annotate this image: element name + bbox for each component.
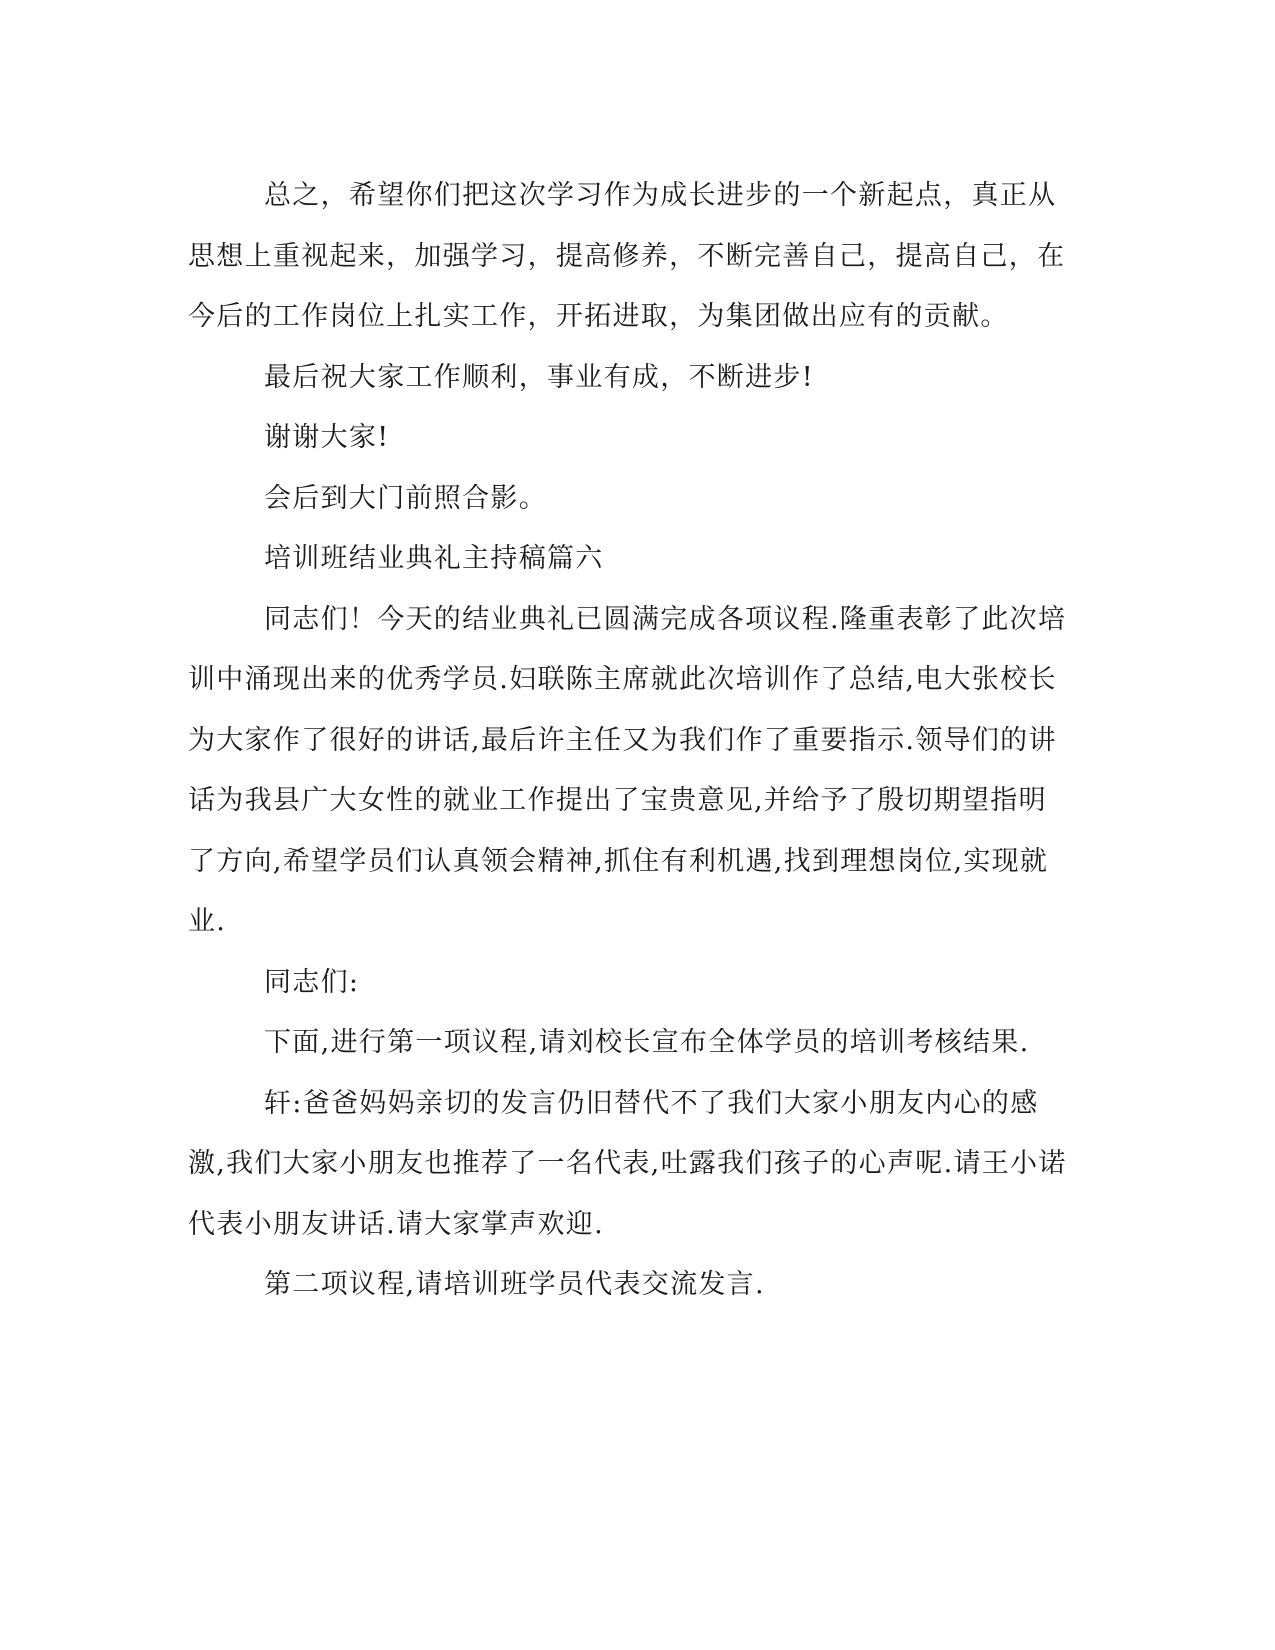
paragraph-child-speech: 轩:爸爸妈妈亲切的发言仍旧替代不了我们大家小朋友内心的感激,我们大家小朋友也推荐了一名代表,吐露我们孩子的心声呢.请王小诺代表小朋友讲话.请大家掌声欢迎.: [188, 1087, 1067, 1240]
paragraph-closing-remarks: 总之，希望你们把这次学习作为成长进步的一个新起点，真正从思想上重视起来，加强学习，提高修养，不断完善自己，提高自己，在今后的工作岗位上扎实工作，开拓进取，为集团做出应有的贡献。: [188, 180, 1066, 332]
section-heading: 培训班结业典礼主持稿篇六: [264, 543, 604, 574]
paragraph-first-agenda: 下面,进行第一项议程,请刘校长宣布全体学员的培训考核结果.: [264, 1027, 1030, 1058]
paragraph-ceremony-summary: 同志们！今天的结业典礼已圆满完成各项议程.隆重表彰了此次培训中涌现出来的优秀学员.妇联陈主席就此次培训作了总结,电大张校长为大家作了很好的讲话,最后许主任又为我们作了重要指示.领导们的讲话为我县广大女性的就业工作提出了宝贵意见,并给予了殷切期望指明了方向,希望学员们认真领会精神,抓住有利机遇,找到理想岗位,实现就业.: [188, 603, 1067, 937]
paragraph-thanks: 谢谢大家!: [264, 422, 390, 453]
paragraph-best-wishes: 最后祝大家工作顺利，事业有成，不断进步!: [264, 361, 814, 393]
paragraph-comrades: 同志们:: [264, 966, 360, 998]
paragraph-second-agenda: 第二项议程,请培训班学员代表交流发言.: [264, 1269, 765, 1300]
document-body: [188, 166, 1068, 1316]
paragraph-group-photo: 会后到大门前照合影。: [264, 482, 547, 514]
